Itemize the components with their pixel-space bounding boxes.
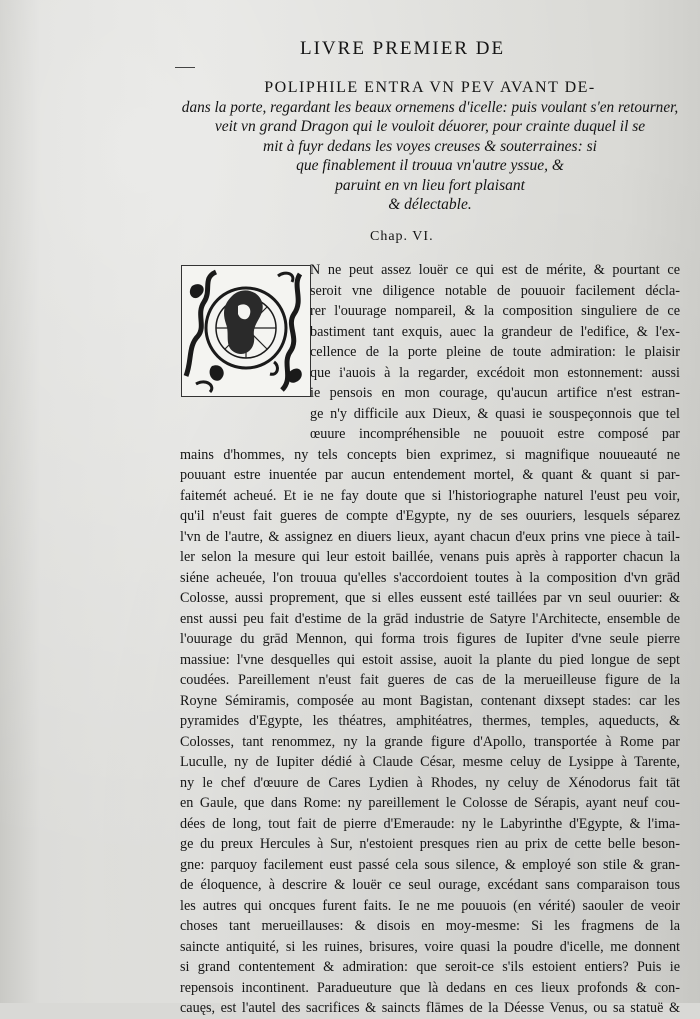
- body-line: pyramides d'Egypte, les théatres, amphitéatres, thermes, temples, aqueducts, &: [180, 713, 680, 729]
- chapter-heading-line: paruint en vn lieu fort plaisant: [335, 176, 525, 194]
- body-line: dées de long, tout fait de pierre d'Emeraude: ny le Labyrinthe d'Egypte, & l'ima-: [180, 815, 680, 832]
- body-line: mains d'hommes, ny tels concepts bien exprimez, si magnifique nouueauté ne: [180, 446, 680, 463]
- body-line: N ne peut assez louër ce qui est de mérite, & pourtant ce: [310, 262, 680, 278]
- body-line: que i'auois à la regarder, excédoit mon estonnement: aussi: [310, 364, 680, 381]
- head-rule: [175, 67, 195, 68]
- chapter-heading-line: mit à fuyr dedans les voyes creuses & souterraines: si: [263, 137, 597, 155]
- chapter-label: Chap. VI.: [370, 229, 434, 244]
- body-line: enst aussi peu fait d'estime de la grād industrie de Satyre l'Architecte, ensemble de: [180, 610, 680, 627]
- body-line: ge du preux Hercules à Sur, n'estoient presques rien au prix de cette belle beson-: [180, 836, 680, 852]
- body-line: siéne acheuée, l'on trouua qu'elles s'accordoient toutes à la composition d'vn grād: [180, 569, 680, 586]
- body-line: Royne Sémiramis, composée au mont Bagistan, contenant dixsept stades: car les: [180, 692, 680, 709]
- running-head: LIVRE PREMIER DE: [300, 38, 506, 59]
- body-line: l'ouurage du grād Mennon, qui forma trois figures de Iupiter d'vne seule pierre: [180, 631, 680, 647]
- body-line: massiue: l'vne desquelles qui estoit assise, auoit la plante du pied longue de sept: [180, 651, 680, 668]
- chapter-heading-line: dans la porte, regardant les beaux ornemens d'icelle: puis voulant s'en retourner,: [181, 98, 679, 116]
- body-line: saincte antiquité, si les ruines, brisures, voire quasi la poudre d'icelle, me donnent: [180, 938, 680, 955]
- chapter-heading-line: POLIPHILE ENTRA VN PEV AVANT DE-: [264, 79, 596, 96]
- body-line: en Gaule, que dans Rome: ny pareillement le Colosse de Sérapis, ayant neuf cou-: [180, 795, 680, 811]
- body-line: rer l'ouurage nompareil, & la composition singuliere de ce: [310, 303, 680, 319]
- body-line: coudées. Pareillement n'eust fait gueres de cas de la merueilleuse figure de la: [180, 672, 680, 688]
- body-line: choses tant merueillauses: & disois en moy-mesme: Si les fragmens de la: [180, 918, 680, 934]
- body-line: ler selon la mesure qui leur estoit baillée, venans puis après à rapporter chacun la: [180, 549, 680, 565]
- body-text: [180, 260, 680, 1019]
- body-line: seroit vne diligence notable de pouuoir facilement décla-: [310, 282, 680, 299]
- body-line: Luculle, ny de Iupiter dédié à Claude César, mesme celuy de Lysippe à Tarente,: [180, 754, 680, 770]
- body-line: gne: parquoy facilement eust passé cela sous silence, & employé son stile & gran-: [180, 856, 680, 873]
- body-line: qu'il n'eust fait gueres de compte d'Egypte, ny de ses ouuriers, lesquels séparez: [180, 508, 680, 524]
- body-line: bastiment tant exquis, auec la grandeur de l'edifice, & l'ex-: [310, 323, 680, 340]
- body-line: l'vn de l'autre, & assignez en diuers lieux, ayant chacun d'eux prins vne piece à tail-: [180, 528, 680, 545]
- body-line: si grand contentement & admiration: que seroit-ce s'ils estoient entiers? Puis ie: [180, 959, 680, 975]
- body-line: de éloquence, à descrire & louër ce seul ourage, excédant sans comparaison tous: [180, 877, 680, 893]
- body-line: faitemét acheué. Et ie ne fay doute que si l'historiographe naturel l'eust peu voir,: [180, 487, 680, 504]
- body-line: ny le chef d'œuure de Cares Lydien à Rhodes, ny celuy de Xénodorus fait tāt: [180, 774, 680, 791]
- body-line: cauęs, est l'autel des sacrifices & saincts flāmes de la Déesse Venus, ou sa statuë &: [180, 1000, 680, 1016]
- body-line: œuure incompréhensible ne pouuoit estre composé par: [310, 426, 680, 442]
- chapter-heading-line: & délectable.: [388, 196, 472, 213]
- chapter-heading: [180, 78, 680, 215]
- body-line: pouuant estre inuentée par aucun entendement mortel, & quant & quant si par-: [180, 467, 680, 483]
- body-line: Colosses, tant renommez, ny la grande figure d'Apollo, transportée à Rome par: [180, 733, 680, 750]
- body-line: repensois incontinent. Paradueuture que là dedans en ces lieux profonds & con-: [180, 979, 680, 996]
- body-line: ie pensois en mon courage, qu'aucun artifice n'est estran-: [310, 385, 680, 401]
- chapter-heading-line: que finablement il trouua vn'autre yssue, &: [296, 157, 564, 174]
- body-line: cellence de la porte pleine de toute admiration: le plaisir: [310, 344, 680, 360]
- body-line: Colosse, aussi proprement, que si elles eussent esté taillées par vn seul ouurier: &: [180, 590, 680, 606]
- body-line: ge n'y difficile aux Dieux, & quasi ie souspeçonnois que tel: [310, 405, 680, 422]
- body-line: les autres qui oncques furent faits. Ie ne me pouuois (en vérité) saouler de veoir: [180, 897, 680, 914]
- chapter-heading-line: veit vn grand Dragon qui le vouloit déuorer, pour crainte duquel il se: [214, 118, 646, 135]
